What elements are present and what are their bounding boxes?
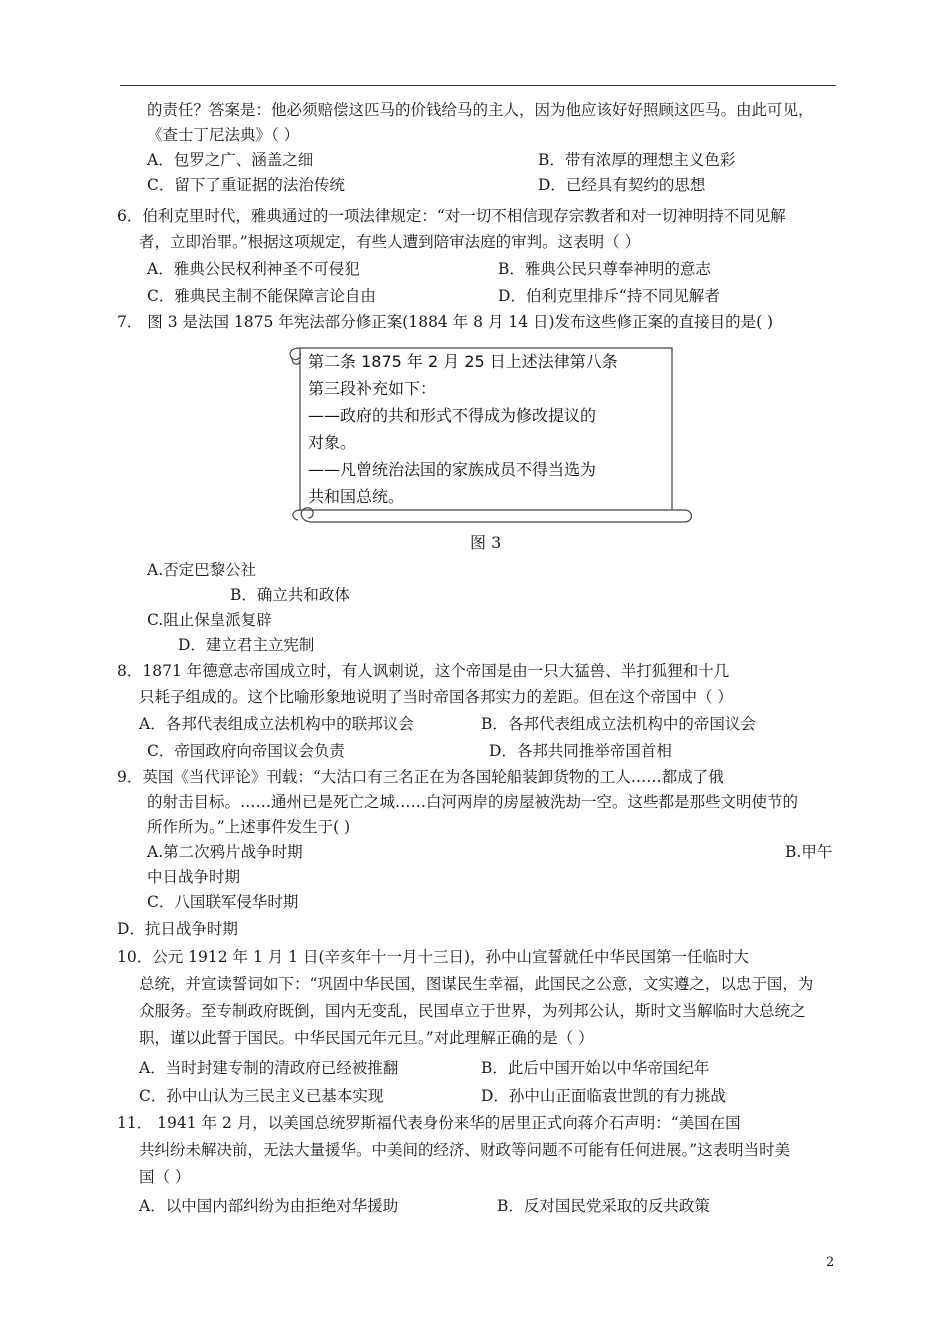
q8-option-b: B．各邦代表组成立法机构中的帝国议会 xyxy=(481,715,756,733)
q11-option-a: A．以中国内部纠纷为由拒绝对华援助 xyxy=(139,1197,399,1215)
q6-option-b: B．雅典公民只尊奉神明的意志 xyxy=(498,260,711,278)
q7-option-a: A.否定巴黎公社 xyxy=(147,561,257,579)
q8-option-d: D．各邦共同推举帝国首相 xyxy=(489,742,672,760)
q10-option-c: C．孙中山认为三民主义已基本实现 xyxy=(139,1087,384,1105)
q8-option-a: A．各邦代表组成立法机构中的联邦议会 xyxy=(139,715,414,733)
q11-stem-line2: 共纠纷未解决前，无法大量援华。中美间的经济、财政等问题不可能有任何进展。”这表明当时美 xyxy=(139,1141,791,1159)
q9-option-c: C．八国联军侵华时期 xyxy=(147,893,299,911)
amendment-line-3: ——政府的共和形式不得成为修改提议的 xyxy=(308,406,597,425)
q11-option-b: B．反对国民党采取的反共政策 xyxy=(497,1197,710,1215)
header-rule xyxy=(120,85,836,86)
q8-stem-line2: 只耗子组成的。这个比喻形象地说明了当时帝国各邦实力的差距。但在这个帝国中（ ） xyxy=(139,688,733,706)
q9-stem-line1: 9．英国《当代评论》刊载：“大沽口有三名正在为各国轮船装卸货物的工人……都成了俄 xyxy=(117,768,724,786)
q8-option-c: C．帝国政府向帝国议会负责 xyxy=(147,742,345,760)
q6-option-c: C．雅典民主制不能保障言论自由 xyxy=(147,287,376,305)
q5-text-line1: 的责任？答案是：他必须赔偿这匹马的价钱给马的主人，因为他应该好好照顾这匹马。由此可见， xyxy=(147,101,814,119)
q6-option-a: A．雅典公民权利神圣不可侵犯 xyxy=(147,260,360,278)
q10-option-a: A．当时封建专制的清政府已经被推翻 xyxy=(139,1059,399,1077)
q10-stem-line2: 总统，并宣读誓词如下：“巩固中华民国，图谋民生幸福，此国民之公意，文实遵之，以忠于国，为 xyxy=(139,975,814,993)
figure-caption: 图 3 xyxy=(470,533,502,552)
amendment-line-5: ——凡曾统治法国的家族成员不得当选为 xyxy=(308,460,597,479)
q6-stem-line2: 者，立即治罪。”根据这项规定，有些人遭到陪审法庭的审判。这表明（ ） xyxy=(139,233,641,251)
q9-option-d: D．抗日战争时期 xyxy=(117,920,238,938)
q6-stem-line1: 6．伯利克里时代，雅典通过的一项法律规定：“对一切不相信现存宗教者和对一切神明持不同见解 xyxy=(117,207,786,225)
q9-option-a: A.第二次鸦片战争时期 xyxy=(147,843,303,861)
q10-stem-line4: 职，谨以此誓于国民。中华民国元年元旦。”对此理解正确的是（ ） xyxy=(139,1029,594,1047)
amendment-line-1: 第二条 1875 年 2 月 25 日上述法律第八条 xyxy=(308,352,618,371)
q10-stem-line1: 10．公元 1912 年 1 月 1 日(辛亥年十一月十三日)，孙中山宣誓就任中华民国第一任临时大 xyxy=(117,948,750,966)
q10-option-b: B．此后中国开始以中华帝国纪年 xyxy=(481,1059,710,1077)
q10-option-d: D．孙中山正面临袁世凯的有力挑战 xyxy=(481,1087,726,1105)
q7-option-b: B．确立共和政体 xyxy=(230,586,350,604)
amendment-line-4: 对象。 xyxy=(308,433,357,452)
q9-option-b: B.甲午 xyxy=(785,843,833,861)
q5-option-b: B．带有浓厚的理想主义色彩 xyxy=(538,151,736,169)
q7-option-c: C.阻止保皇派复辟 xyxy=(147,611,272,629)
amendment-text xyxy=(308,348,678,510)
q5-option-d: D．已经具有契约的思想 xyxy=(538,176,706,194)
q7-stem: 7． 图 3 是法国 1875 年宪法部分修正案(1884 年 8 月 14 日)发布这些修正案的直接目的是( ) xyxy=(117,313,774,331)
q9-stem-line2: 的射击目标。……通州已是死亡之城……白河两岸的房屋被洗劫一空。这些都是那些文明使节的 xyxy=(147,793,799,811)
page-number: 2 xyxy=(826,1255,835,1270)
amendment-line-6: 共和国总统。 xyxy=(308,487,405,506)
q8-stem-line1: 8．1871 年德意志帝国成立时，有人讽刺说，这个帝国是由一只大猛兽、半打狐狸和十几 xyxy=(117,662,730,680)
q10-stem-line3: 众服务。至专制政府既倒，国内无变乱，民国卓立于世界，为列邦公认，斯时文当解临时大总统之 xyxy=(139,1002,806,1020)
q9-stem-line3: 所作所为。”上述事件发生于( ) xyxy=(147,818,351,836)
q7-option-d: D．建立君主立宪制 xyxy=(178,636,315,654)
amendment-line-2: 第三段补充如下： xyxy=(308,379,437,398)
q5-option-c: C．留下了重证据的法治传统 xyxy=(147,176,345,194)
q9-option-b-cont: 中日战争时期 xyxy=(147,868,241,886)
q11-stem-line1: 11． 1941 年 2 月，以美国总统罗斯福代表身份来华的居里正式向蒋介石声明：“美国在国 xyxy=(117,1114,741,1132)
q5-option-a: A．包罗之广、涵盖之细 xyxy=(147,151,314,169)
q11-stem-line3: 国（ ） xyxy=(139,1168,191,1186)
figure-3-scroll xyxy=(286,342,694,522)
q6-option-d: D．伯利克里排斥“持不同见解者 xyxy=(498,287,720,305)
q5-text-line2: 《查士丁尼法典》（ ） xyxy=(147,126,300,144)
